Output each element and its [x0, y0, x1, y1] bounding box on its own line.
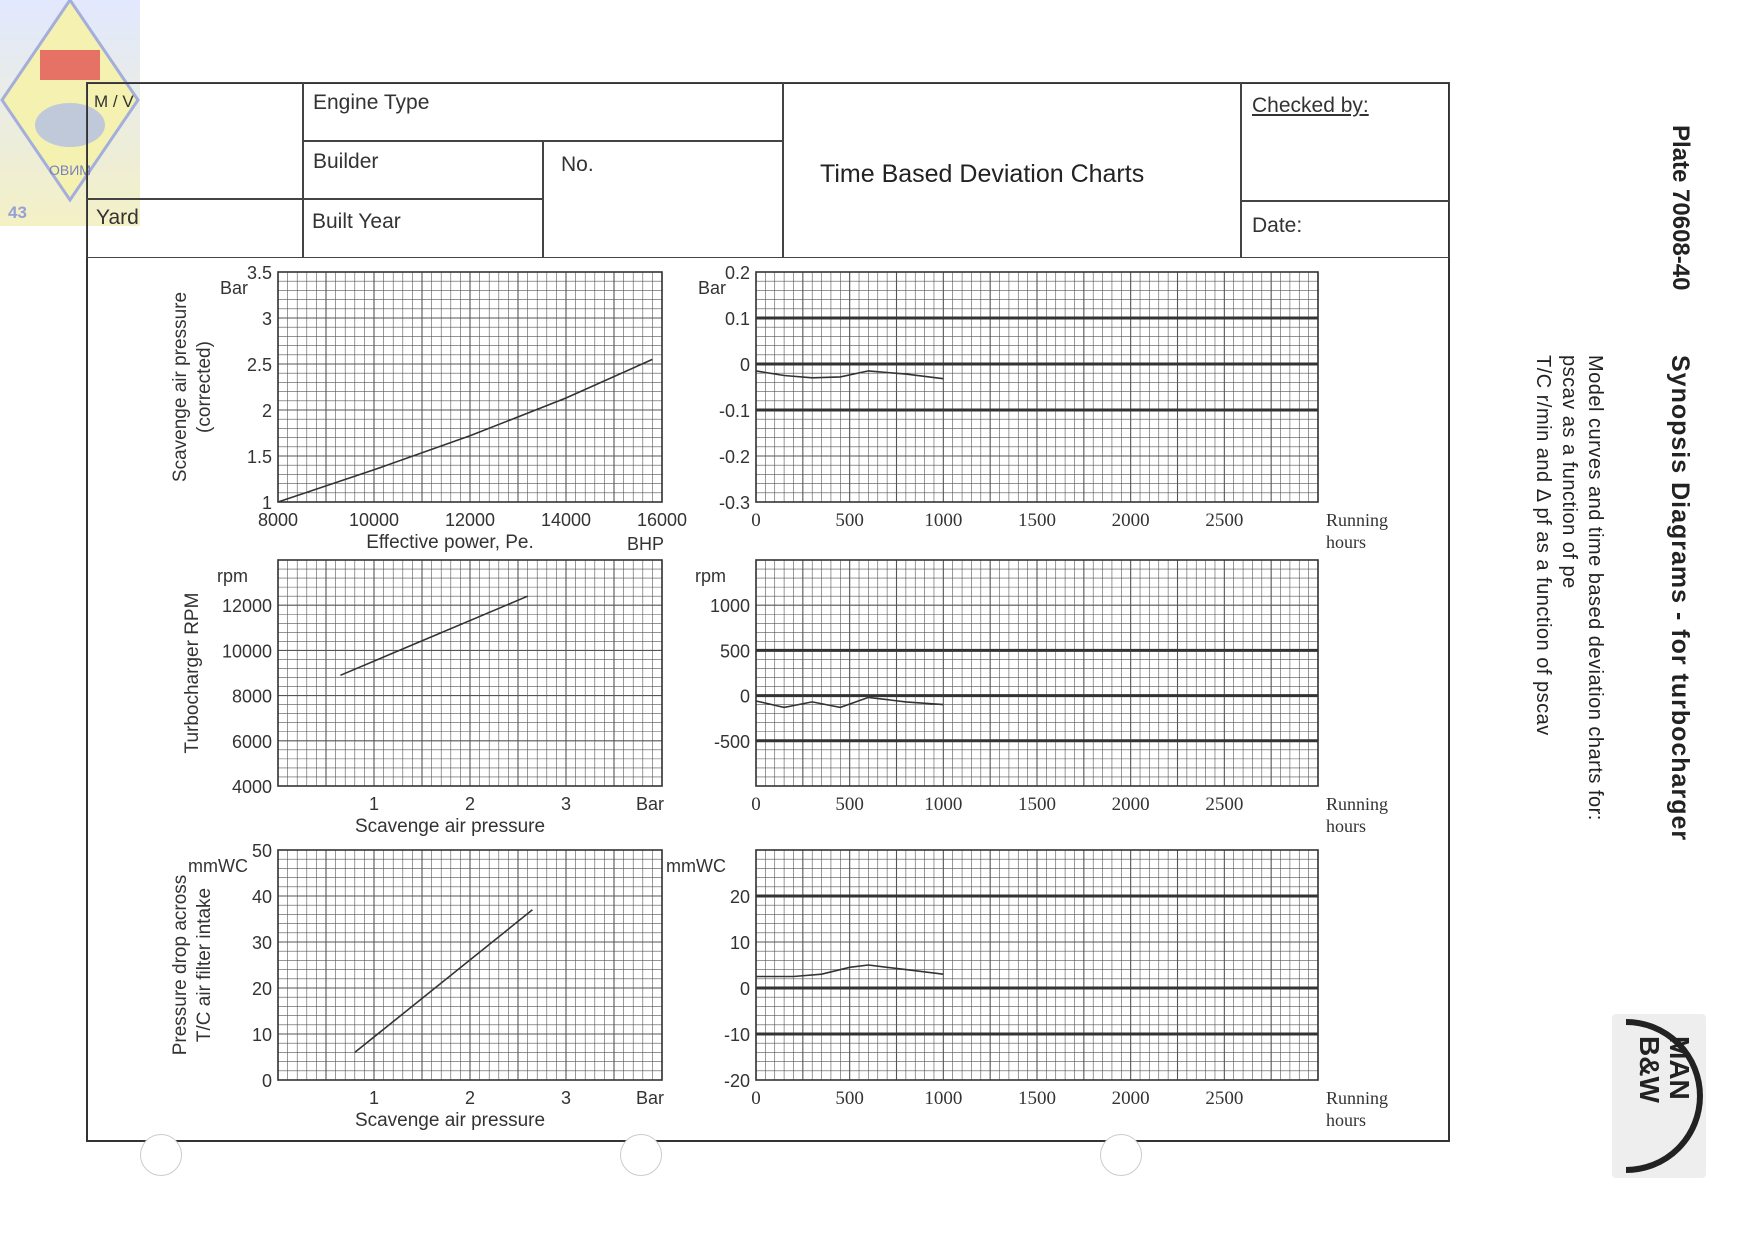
x-tick-label: 1500: [1018, 510, 1056, 531]
y-tick-label: 50: [251, 841, 272, 861]
x-tick-label: 12000: [444, 510, 496, 530]
x-tick-label: 10000: [348, 510, 400, 530]
x-axis-label: Scavenge air pressure: [354, 816, 546, 837]
x-tick-label: 2000: [1111, 510, 1150, 531]
y-axis-label: Turbocharger RPM: [182, 592, 203, 754]
description-line-1: Model curves and time based deviation charts for:: [1584, 355, 1606, 821]
x-tick-label: 2: [464, 1088, 476, 1108]
x-unit-label: Bar: [635, 1088, 664, 1108]
description-line-2: pscav as a function of pe: [1558, 355, 1580, 589]
engine-type-label: Engine Type: [313, 91, 430, 114]
y-tick-label: 3.5: [246, 263, 272, 283]
x-axis-label: Running: [1326, 510, 1389, 530]
model-curve: [340, 596, 527, 675]
x-axis-label: Scavenge air pressure: [354, 1110, 546, 1131]
y-tick-label: 1.5: [246, 447, 272, 467]
y-axis-label: T/C air filter intake: [194, 887, 215, 1043]
x-tick-label: 2: [464, 794, 476, 814]
builder-label: Builder: [313, 150, 379, 173]
y-tick-label: 8000: [231, 686, 272, 707]
y-tick-label: 10: [251, 1025, 272, 1045]
y-tick-label: 500: [719, 641, 750, 662]
model-curve: [355, 910, 533, 1053]
punch-hole: [1100, 1134, 1142, 1176]
y-unit-label: mmWC: [666, 856, 726, 876]
y-tick-label: 0.2: [724, 263, 750, 283]
page-title: Time Based Deviation Charts: [820, 160, 1145, 188]
x-tick-label: 0: [751, 794, 761, 815]
x-unit-label: BHP: [626, 534, 664, 554]
y-axis-label: Pressure drop across: [170, 874, 191, 1056]
y-unit-label: Bar: [697, 278, 726, 298]
x-tick-label: 2500: [1205, 1088, 1244, 1109]
y-tick-label: -0.3: [718, 493, 750, 513]
x-unit-label: Bar: [635, 794, 664, 814]
y-axis-label: (corrected): [194, 341, 215, 433]
x-tick-label: 0: [751, 510, 761, 531]
y-tick-label: 3: [261, 309, 272, 329]
yard-label: Yard: [96, 206, 139, 229]
x-tick-label: 500: [835, 794, 864, 815]
x-axis-label: hours: [1326, 1110, 1366, 1130]
y-unit-label: Bar: [219, 278, 248, 298]
x-axis-label: Running: [1326, 1088, 1389, 1108]
x-tick-label: 2000: [1111, 1088, 1150, 1109]
x-tick-label: 3: [560, 794, 572, 814]
logo-line-2: B&W: [1634, 1036, 1665, 1103]
x-tick-label: 1000: [924, 510, 963, 531]
model-curve: [278, 359, 652, 502]
y-tick-label: 2: [261, 401, 272, 421]
checked-by-label: Checked by:: [1252, 94, 1369, 117]
x-axis-label: hours: [1326, 532, 1366, 552]
x-tick-label: 3: [560, 1088, 572, 1108]
y-tick-label: 1: [261, 493, 272, 513]
y-tick-label: -500: [713, 731, 750, 752]
y-unit-label: mmWC: [188, 856, 248, 876]
plate-label: Plate 70608-40: [1667, 125, 1694, 291]
y-tick-label: 10: [729, 933, 750, 953]
y-tick-label: 20: [729, 887, 750, 907]
y-tick-label: 40: [251, 887, 272, 907]
x-tick-label: 1: [368, 794, 380, 814]
x-axis-label: Effective power, Pe.: [366, 532, 534, 553]
y-tick-label: 0: [739, 355, 750, 375]
x-tick-label: 8000: [257, 510, 299, 530]
y-tick-label: -0.2: [718, 447, 750, 467]
x-tick-label: 0: [751, 1088, 761, 1109]
description-line-3: T/C r/min and Δ pf as a function of pscav: [1532, 355, 1554, 736]
x-tick-label: 2000: [1111, 794, 1150, 815]
man-bw-logo: [1612, 1014, 1706, 1178]
punch-hole: [140, 1134, 182, 1176]
y-tick-label: 6000: [231, 731, 272, 752]
x-tick-label: 1000: [924, 1088, 963, 1109]
mv-label: M / V: [94, 92, 134, 111]
x-tick-label: 1500: [1018, 1088, 1056, 1109]
x-tick-label: 2500: [1205, 510, 1244, 531]
x-tick-label: 500: [835, 510, 864, 531]
synopsis-heading: Synopsis Diagrams - for turbocharger: [1666, 355, 1694, 842]
y-tick-label: -20: [723, 1071, 750, 1091]
stamp-number: 43: [8, 203, 27, 222]
y-tick-label: 30: [251, 933, 272, 953]
punch-hole: [620, 1134, 662, 1176]
x-tick-label: 2500: [1205, 794, 1244, 815]
y-unit-label: rpm: [217, 566, 248, 586]
x-tick-label: 1000: [924, 794, 963, 815]
y-tick-label: 20: [251, 979, 272, 999]
logo-line-1: MAN: [1664, 1036, 1695, 1100]
no-label: No.: [561, 153, 594, 176]
stamp-text: ОВИМ: [49, 162, 91, 178]
y-tick-label: 0: [261, 1071, 272, 1091]
built-year-label: Built Year: [312, 210, 401, 233]
x-axis-label: Running: [1326, 794, 1389, 814]
y-axis-label: Scavenge air pressure: [170, 291, 191, 483]
x-axis-label: hours: [1326, 816, 1366, 836]
y-tick-label: 10000: [221, 641, 272, 662]
y-tick-label: 1000: [709, 596, 750, 617]
x-tick-label: 14000: [540, 510, 592, 530]
y-tick-label: -0.1: [718, 401, 750, 421]
y-tick-label: 2.5: [246, 355, 272, 375]
y-tick-label: -10: [723, 1025, 750, 1045]
date-label: Date:: [1252, 214, 1303, 237]
y-tick-label: 12000: [221, 596, 272, 617]
y-tick-label: 0: [739, 979, 750, 999]
y-unit-label: rpm: [695, 566, 726, 586]
logo-icon: [1612, 1014, 1706, 1178]
x-tick-label: 16000: [636, 510, 688, 530]
x-tick-label: 1500: [1018, 794, 1056, 815]
y-tick-label: 4000: [231, 777, 272, 797]
y-tick-label: 0.1: [724, 309, 750, 329]
x-tick-label: 500: [835, 1088, 864, 1109]
x-tick-label: 1: [368, 1088, 380, 1108]
y-tick-label: 0: [739, 686, 750, 707]
